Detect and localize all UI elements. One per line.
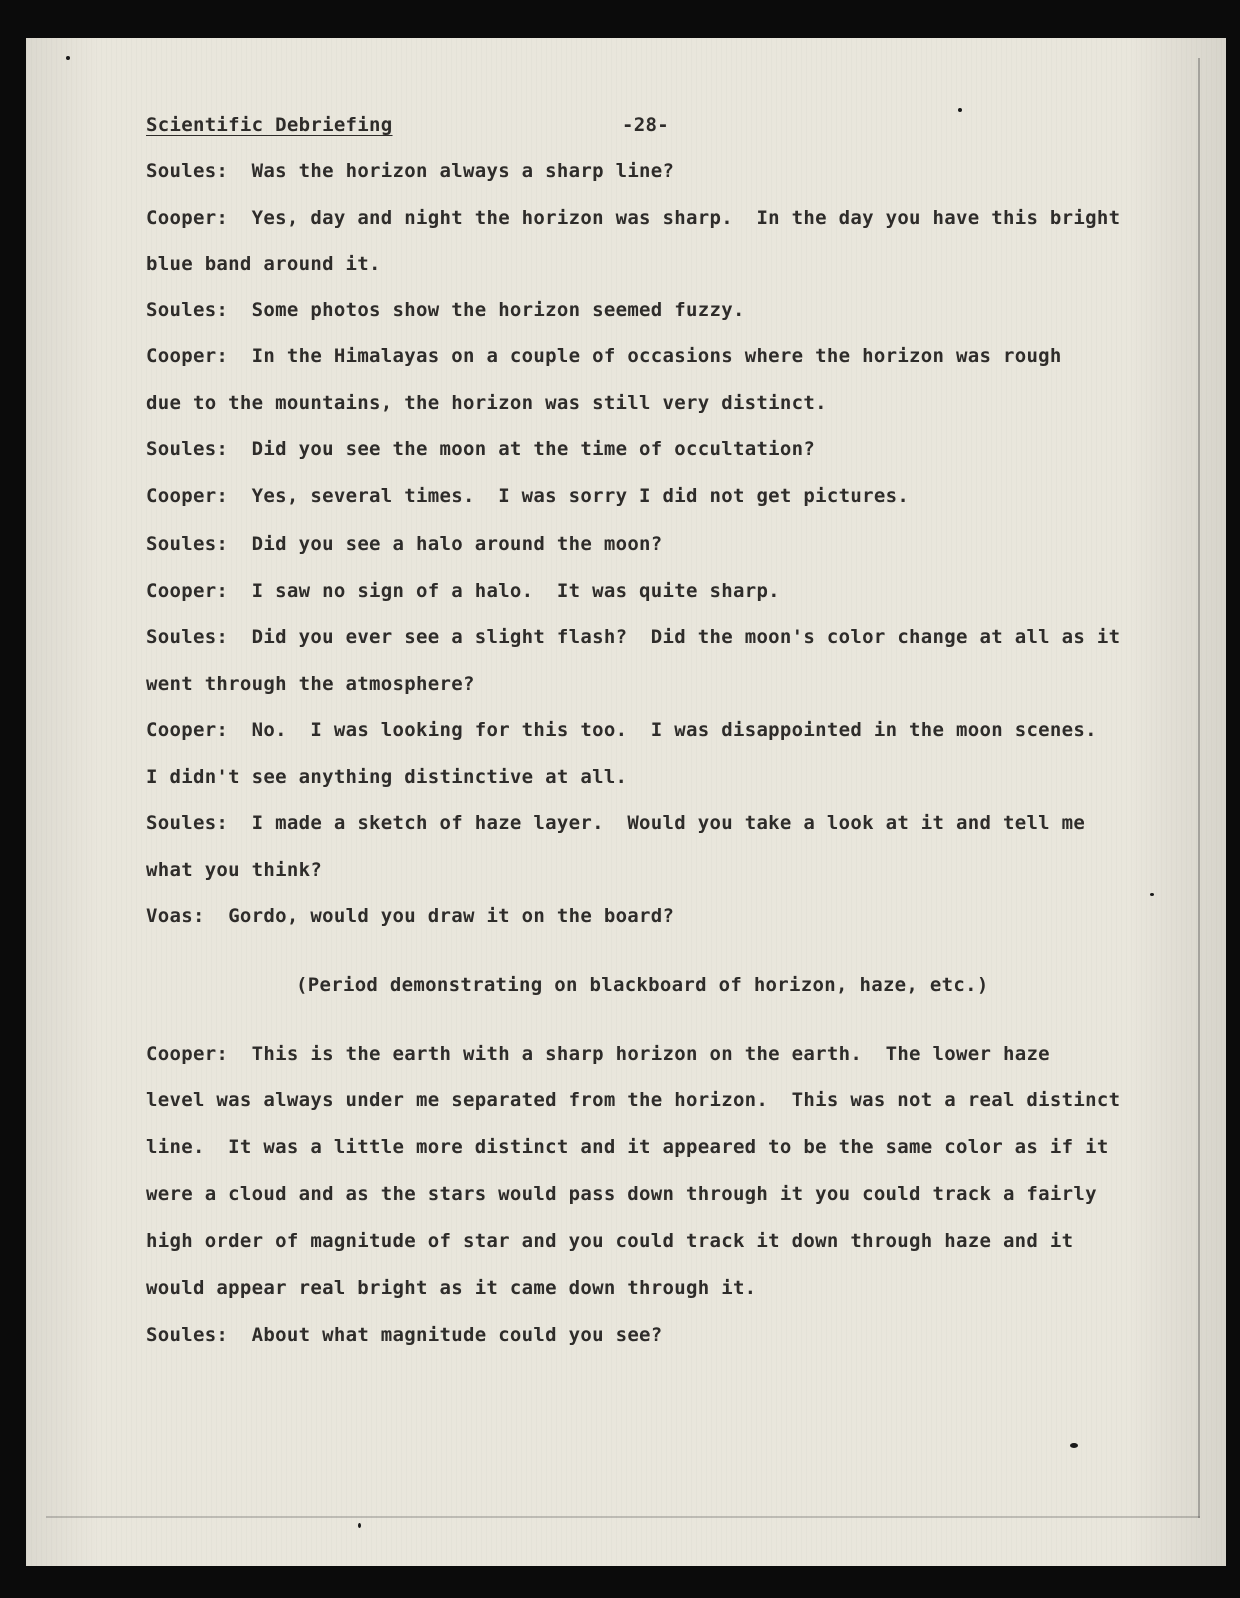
line-text: This is the earth with a sharp horizon on the earth. The lower haze (251, 1043, 1050, 1065)
line-text: Was the horizon always a sharp line? (251, 160, 675, 182)
transcript-line (146, 391, 827, 415)
line-text: were a cloud and as the stars would pass down through it you could track a fairly (146, 1183, 1097, 1205)
line-text: No. I was looking for this too. I was disappointed in the moon scenes. (251, 719, 1097, 741)
transcript-line (146, 298, 745, 322)
line-text: blue band around it. (146, 253, 381, 275)
line-text: would appear real bright as it came down through it. (146, 1277, 757, 1299)
speaker-label: Soules: (146, 160, 229, 182)
speaker-label: Cooper: (146, 719, 229, 741)
line-text: Yes, day and night the horizon was sharp. In the day you have this bright (251, 207, 1121, 229)
line-text: Did you see a halo around the moon? (251, 533, 663, 555)
transcript-line (146, 811, 1085, 835)
speaker-label: Cooper: (146, 1043, 229, 1065)
line-text: went through the atmosphere? (146, 673, 475, 695)
page-edge-line (1198, 58, 1200, 1518)
transcript-line (146, 484, 909, 508)
transcript-line (146, 858, 322, 882)
speaker-label: Cooper: (146, 580, 229, 602)
speaker-label: Soules: (146, 626, 229, 648)
transcript-line (146, 206, 1120, 230)
scan-speck (358, 1523, 361, 1528)
line-text: Did you ever see a slight flash? Did the moon's color change at all as it (251, 626, 1121, 648)
line-text: Yes, several times. I was sorry I did not get pictures. (251, 485, 910, 507)
transcript-line (146, 765, 627, 789)
line-text: high order of magnitude of star and you could track it down through haze and it (146, 1230, 1074, 1252)
transcript-line (146, 1088, 1120, 1112)
page-bottom-line (46, 1516, 1200, 1518)
transcript-line (146, 1135, 1109, 1159)
page-number: -28- (622, 114, 669, 136)
line-text: Did you see the moon at the time of occultation? (251, 438, 816, 460)
speaker-label: Soules: (146, 299, 229, 321)
speaker-label: Soules: (146, 533, 229, 555)
speaker-label: Soules: (146, 812, 229, 834)
transcript-line (146, 532, 663, 556)
scan-speck (958, 108, 962, 112)
line-text: About what magnitude could you see? (251, 1324, 663, 1346)
line-text: what you think? (146, 859, 323, 881)
transcript-line (146, 579, 780, 603)
line-text: I didn't see anything distinctive at all. (146, 766, 628, 788)
transcript-line (146, 1182, 1097, 1206)
transcript-line (146, 159, 674, 183)
transcript-line (146, 1323, 663, 1347)
line-text: I saw no sign of a halo. It was quite sharp. (251, 580, 780, 602)
stage-direction: (Period demonstrating on blackboard of horizon, haze, etc.) (296, 974, 989, 996)
speaker-label: Cooper: (146, 485, 229, 507)
document-page (26, 38, 1226, 1566)
speaker-label: Soules: (146, 1324, 229, 1346)
speaker-label: Soules: (146, 438, 229, 460)
transcript-line (146, 718, 1097, 742)
transcript-line (146, 1042, 1050, 1066)
transcript-line (146, 344, 1062, 368)
transcript-line (146, 252, 381, 276)
line-text: In the Himalayas on a couple of occasions where the horizon was rough (251, 345, 1062, 367)
transcript-line (146, 1276, 756, 1300)
line-text: line. It was a little more distinct and it appeared to be the same color as if it (146, 1136, 1109, 1158)
speaker-label: Voas: (146, 905, 205, 927)
line-text: level was always under me separated from the horizon. This was not a real distinct (146, 1089, 1121, 1111)
speaker-label: Cooper: (146, 345, 229, 367)
transcript-line (146, 437, 815, 461)
speaker-label: Cooper: (146, 207, 229, 229)
transcript-line (146, 625, 1120, 649)
line-text: Some photos show the horizon seemed fuzzy. (251, 299, 745, 321)
transcript-line (146, 904, 674, 928)
scan-speck (1150, 893, 1154, 896)
line-text: I made a sketch of haze layer. Would you take a look at it and tell me (251, 812, 1086, 834)
scan-speck (66, 56, 70, 60)
transcript-line (146, 1229, 1073, 1253)
scan-speck (1070, 1443, 1078, 1448)
document-title: Scientific Debriefing (146, 114, 393, 136)
transcript-line (146, 672, 475, 696)
line-text: Gordo, would you draw it on the board? (228, 905, 675, 927)
line-text: due to the mountains, the horizon was still very distinct. (146, 392, 827, 414)
